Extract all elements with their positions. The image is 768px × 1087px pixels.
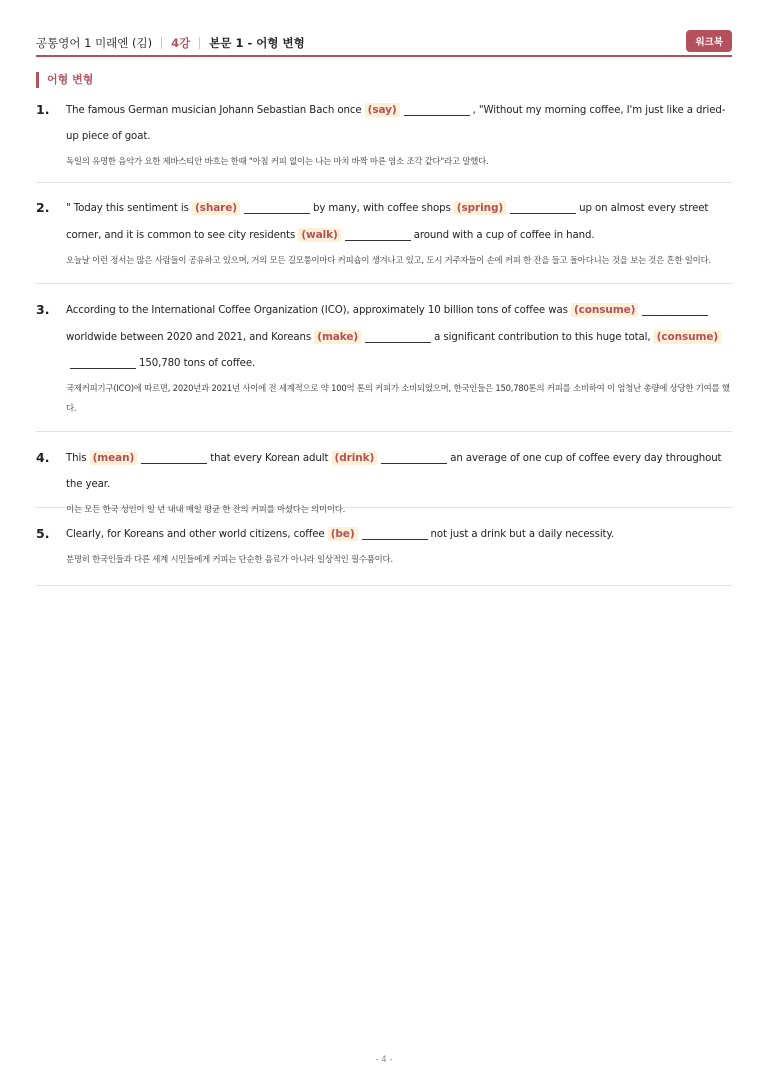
- answer-blank[interactable]: [70, 356, 136, 369]
- answer-blank[interactable]: [404, 103, 470, 116]
- answer-blank[interactable]: [141, 451, 207, 464]
- verb-hint: (share): [192, 201, 240, 215]
- page-title: 본문 1 - 어형 변형: [209, 36, 305, 50]
- korean-translation: 이는 모든 한국 성인이 일 년 내내 매일 평균 한 잔의 커피를 마셨다는 의미이다.: [66, 504, 346, 514]
- verb-hint: (say): [365, 103, 400, 117]
- exercise-item-2: [36, 195, 732, 284]
- english-sentence: " Today this sentiment is (share) by many, with coffee shops (spring) up on almost every street corner, and it is common to see city residents (walk) around with a cup of coffee in hand.: [66, 202, 709, 241]
- korean-translation: 오늘날 이런 정서는 많은 사람들이 공유하고 있으며, 거의 모든 길모퉁이마다 커피숍이 생겨나고 있고, 도시 거주자들이 손에 커피 한 잔을 들고 돌아다니는 것을 보는 것은 흔한 일이다.: [66, 255, 711, 265]
- answer-blank[interactable]: [510, 201, 576, 214]
- verb-hint: (consume): [571, 303, 638, 317]
- answer-blank[interactable]: [381, 451, 447, 464]
- answer-blank[interactable]: [345, 228, 411, 241]
- exercise-item-3: [36, 297, 732, 432]
- page-number: - 4 -: [375, 1055, 393, 1065]
- exercise-item-5: [36, 521, 732, 586]
- verb-hint: (make): [314, 330, 361, 344]
- verb-hint: (consume): [654, 330, 721, 344]
- header-rule: [36, 55, 732, 57]
- section-title: 어형 변형: [36, 72, 93, 88]
- lesson-label: 4강: [171, 36, 191, 50]
- page-header: [36, 30, 732, 56]
- item-number: 4.: [36, 450, 50, 465]
- exercise-item-4: [36, 445, 732, 514]
- english-sentence: The famous German musician Johann Sebastian Bach once (say) , "Without my morning coffee, I'm just like a dried-up piece of goat.: [66, 104, 726, 142]
- korean-translation: 국제커피기구(ICO)에 따르면, 2020년과 2021년 사이에 전 세계적으로 약 100억 톤의 커피가 소비되었으며, 한국인들은 150,780톤의 커피를 소비하여 이 엄청난 총량에 상당한 기여를 했다.: [66, 383, 730, 413]
- english-sentence: Clearly, for Koreans and other world citizens, coffee (be) not just a drink but a daily necessity.: [66, 528, 615, 540]
- header-divider: [199, 37, 200, 49]
- verb-hint: (spring): [454, 201, 506, 215]
- answer-blank[interactable]: [365, 330, 431, 343]
- english-sentence: This (mean) that every Korean adult (drink) an average of one cup of coffee every day throughout the year.: [66, 452, 722, 490]
- verb-hint: (walk): [298, 228, 340, 242]
- item-number: 2.: [36, 200, 50, 215]
- answer-blank[interactable]: [362, 527, 428, 540]
- item-number: 5.: [36, 526, 50, 541]
- english-sentence: According to the International Coffee Organization (ICO), approximately 10 billion tons of coffee was (consume)worldwide between 2020 and 2021, and Koreans (make) a significant contribution to this huge total, (consume)150,780 tons of coffee.: [66, 297, 732, 377]
- korean-translation: 분명히 한국인들과 다른 세계 시민들에게 커피는 단순한 음료가 아니라 일상적인 필수품이다.: [66, 554, 393, 564]
- item-number: 3.: [36, 302, 50, 317]
- item-number: 1.: [36, 102, 50, 117]
- verb-hint: (mean): [90, 451, 138, 465]
- exercise-item-1: [36, 97, 732, 183]
- answer-blank[interactable]: [244, 201, 310, 214]
- korean-translation: 독일의 유명한 음악가 요한 제바스티안 바흐는 한때 "아침 커피 없이는 나는 마치 바짝 마른 염소 조각 같다"라고 말했다.: [66, 156, 489, 166]
- verb-hint: (be): [328, 527, 358, 541]
- book-title: 공통영어 1 미래엔 (김): [36, 36, 153, 50]
- workbook-badge: 워크북: [686, 30, 732, 52]
- header-divider: [161, 37, 162, 49]
- answer-blank[interactable]: [642, 303, 708, 316]
- verb-hint: (drink): [332, 451, 378, 465]
